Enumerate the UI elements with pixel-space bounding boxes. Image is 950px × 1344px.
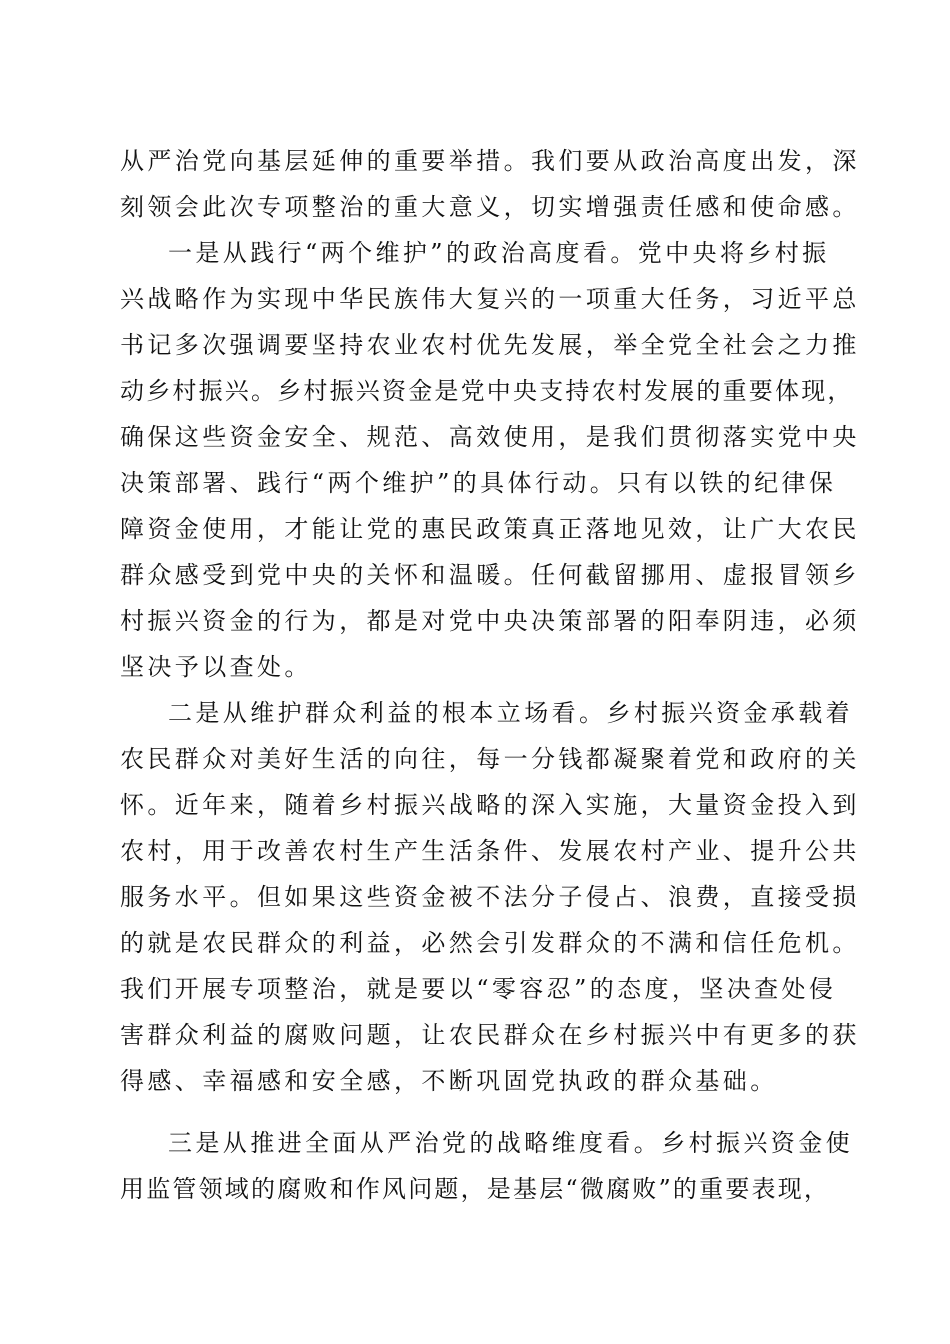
section2-heading-line: 二是从维护群众利益的根本立场看。乡村振兴资金承载着 (168, 699, 853, 727)
text-line: 的就是农民群众的利益，必然会引发群众的不满和信任危机。 (120, 929, 860, 957)
text-line: 确保这些资金安全、规范、高效使用，是我们贯彻落实党中央 (120, 423, 860, 451)
text-line: 书记多次强调要坚持农业农村优先发展，举全党全社会之力推 (120, 331, 860, 359)
section1-heading-line: 一是从践行“两个维护”的政治高度看。党中央将乡村振 (168, 239, 830, 267)
text-line: 决策部署、践行“两个维护”的具体行动。只有以铁的纪律保 (120, 469, 837, 497)
text-line: 害群众利益的腐败问题，让农民群众在乡村振兴中有更多的获 (120, 1021, 860, 1049)
text-line: 兴战略作为实现中华民族伟大复兴的一项重大任务，习近平总 (120, 285, 860, 313)
intro-paragraph (120, 138, 860, 230)
text-line: 坚决予以查处。 (120, 653, 312, 681)
text-line: 用监管领域的腐败和作风问题，是基层“微腐败”的重要表现， (120, 1175, 831, 1203)
document-body (120, 138, 860, 1212)
text-line: 从严治党向基层延伸的重要举措。我们要从政治高度出发，深 (120, 147, 860, 175)
text-line: 群众感受到党中央的关怀和温暖。任何截留挪用、虚报冒领乡 (120, 561, 860, 589)
text-line: 我们开展专项整治，就是要以“零容忍”的态度，坚决查处侵 (120, 975, 837, 1003)
section2-paragraph (120, 690, 860, 1104)
text-line: 障资金使用，才能让党的惠民政策真正落地见效，让广大农民 (120, 515, 860, 543)
text-line: 农村，用于改善农村生产生活条件、发展农村产业、提升公共 (120, 837, 860, 865)
text-line: 村振兴资金的行为，都是对党中央决策部署的阳奉阴违，必须 (120, 607, 860, 635)
section3-paragraph (120, 1120, 853, 1212)
text-line: 服务水平。但如果这些资金被不法分子侵占、浪费，直接受损 (120, 883, 860, 911)
text-line: 得感、幸福感和安全感，不断巩固党执政的群众基础。 (120, 1067, 778, 1095)
section3-heading-line: 三是从推进全面从严治党的战略维度看。乡村振兴资金使 (168, 1129, 853, 1157)
section1-paragraph (120, 230, 860, 690)
text-line: 农民群众对美好生活的向往，每一分钱都凝聚着党和政府的关 (120, 745, 860, 773)
text-line: 动乡村振兴。乡村振兴资金是党中央支持农村发展的重要体现， (120, 377, 854, 405)
text-line: 怀。近年来，随着乡村振兴战略的深入实施，大量资金投入到 (120, 791, 860, 819)
text-line: 刻领会此次专项整治的重大意义，切实增强责任感和使命感。 (120, 193, 860, 221)
